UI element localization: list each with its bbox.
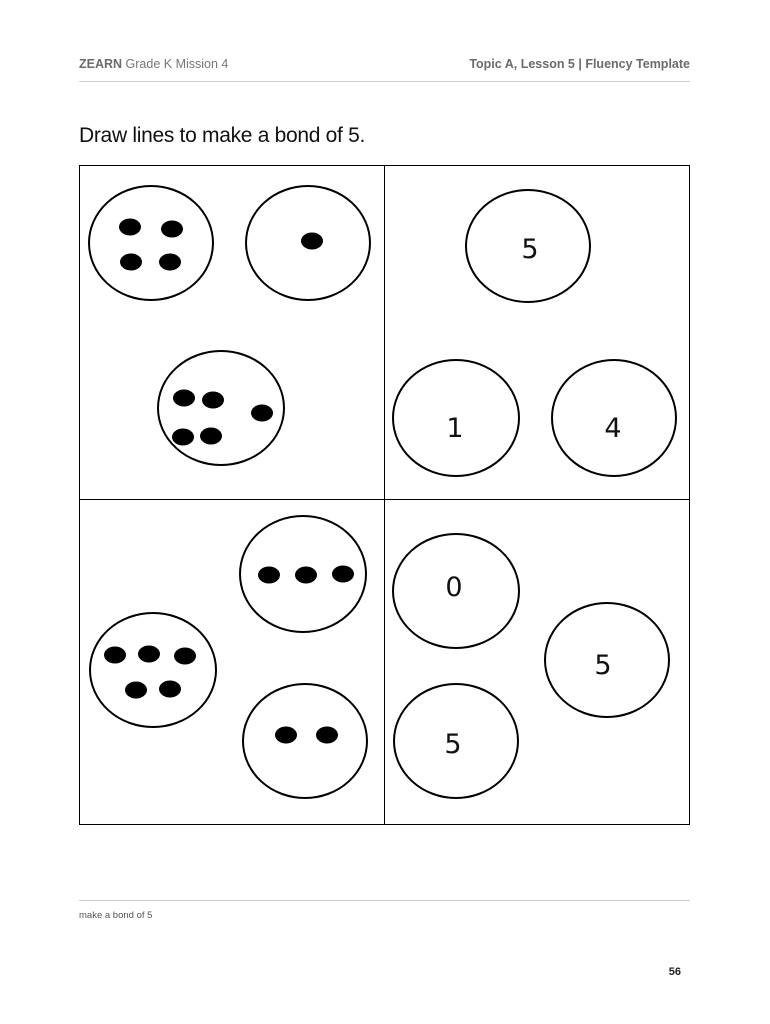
dot — [159, 681, 181, 698]
dot — [301, 233, 323, 250]
numeral-circle-part-a[interactable] — [393, 360, 519, 476]
brand-name: ZEARN — [79, 57, 123, 71]
panel-top-right — [393, 190, 676, 476]
dot-circle-three[interactable] — [240, 516, 366, 632]
dot — [332, 566, 354, 583]
numeral-circle-zero[interactable] — [393, 534, 519, 648]
panel-bottom-left — [90, 516, 367, 798]
footer-caption: make a bond of 5 — [79, 910, 153, 921]
number-bond-grid — [79, 165, 690, 825]
numeral-label: 4 — [604, 413, 622, 444]
numeral-circle-part-b[interactable] — [552, 360, 676, 476]
numeral-circle-whole[interactable] — [466, 190, 590, 302]
page-number: 56 — [668, 966, 681, 978]
header-left — [79, 57, 228, 71]
course-label: Grade K Mission 4 — [125, 57, 229, 71]
dot — [161, 221, 183, 238]
dot — [295, 567, 317, 584]
numeral-label: 1 — [446, 413, 464, 444]
page-title: Draw lines to make a bond of 5. — [79, 124, 366, 147]
dot — [200, 428, 222, 445]
dot — [173, 390, 195, 407]
dot-circle-four[interactable] — [89, 186, 213, 300]
numeral-label: 5 — [521, 234, 539, 265]
dot — [258, 567, 280, 584]
dot — [120, 254, 142, 271]
numeral-label: 5 — [444, 729, 462, 760]
numeral-label: 5 — [594, 650, 612, 681]
panel-bottom-right — [393, 534, 669, 798]
dot — [251, 405, 273, 422]
numeral-label: 0 — [445, 572, 463, 603]
dot — [174, 648, 196, 665]
dot — [125, 682, 147, 699]
dot — [119, 219, 141, 236]
dot — [275, 727, 297, 744]
dot — [172, 429, 194, 446]
header-divider — [79, 81, 690, 82]
dot-circle-five[interactable] — [158, 351, 284, 465]
dot — [138, 646, 160, 663]
dot — [316, 727, 338, 744]
numeral-circle-five-right[interactable] — [545, 603, 669, 717]
footer-divider — [79, 900, 690, 901]
dot — [159, 254, 181, 271]
panel-top-left — [89, 186, 370, 465]
numeral-circle-five-bottom[interactable] — [394, 684, 518, 798]
dot — [202, 392, 224, 409]
page-header — [79, 57, 690, 75]
topic-label: Topic A, Lesson 5 | Fluency Template — [469, 57, 690, 71]
dot-circle-two[interactable] — [243, 684, 367, 798]
dot — [104, 647, 126, 664]
dot-circle-five-b[interactable] — [90, 613, 216, 727]
dot-circle-one[interactable] — [246, 186, 370, 300]
